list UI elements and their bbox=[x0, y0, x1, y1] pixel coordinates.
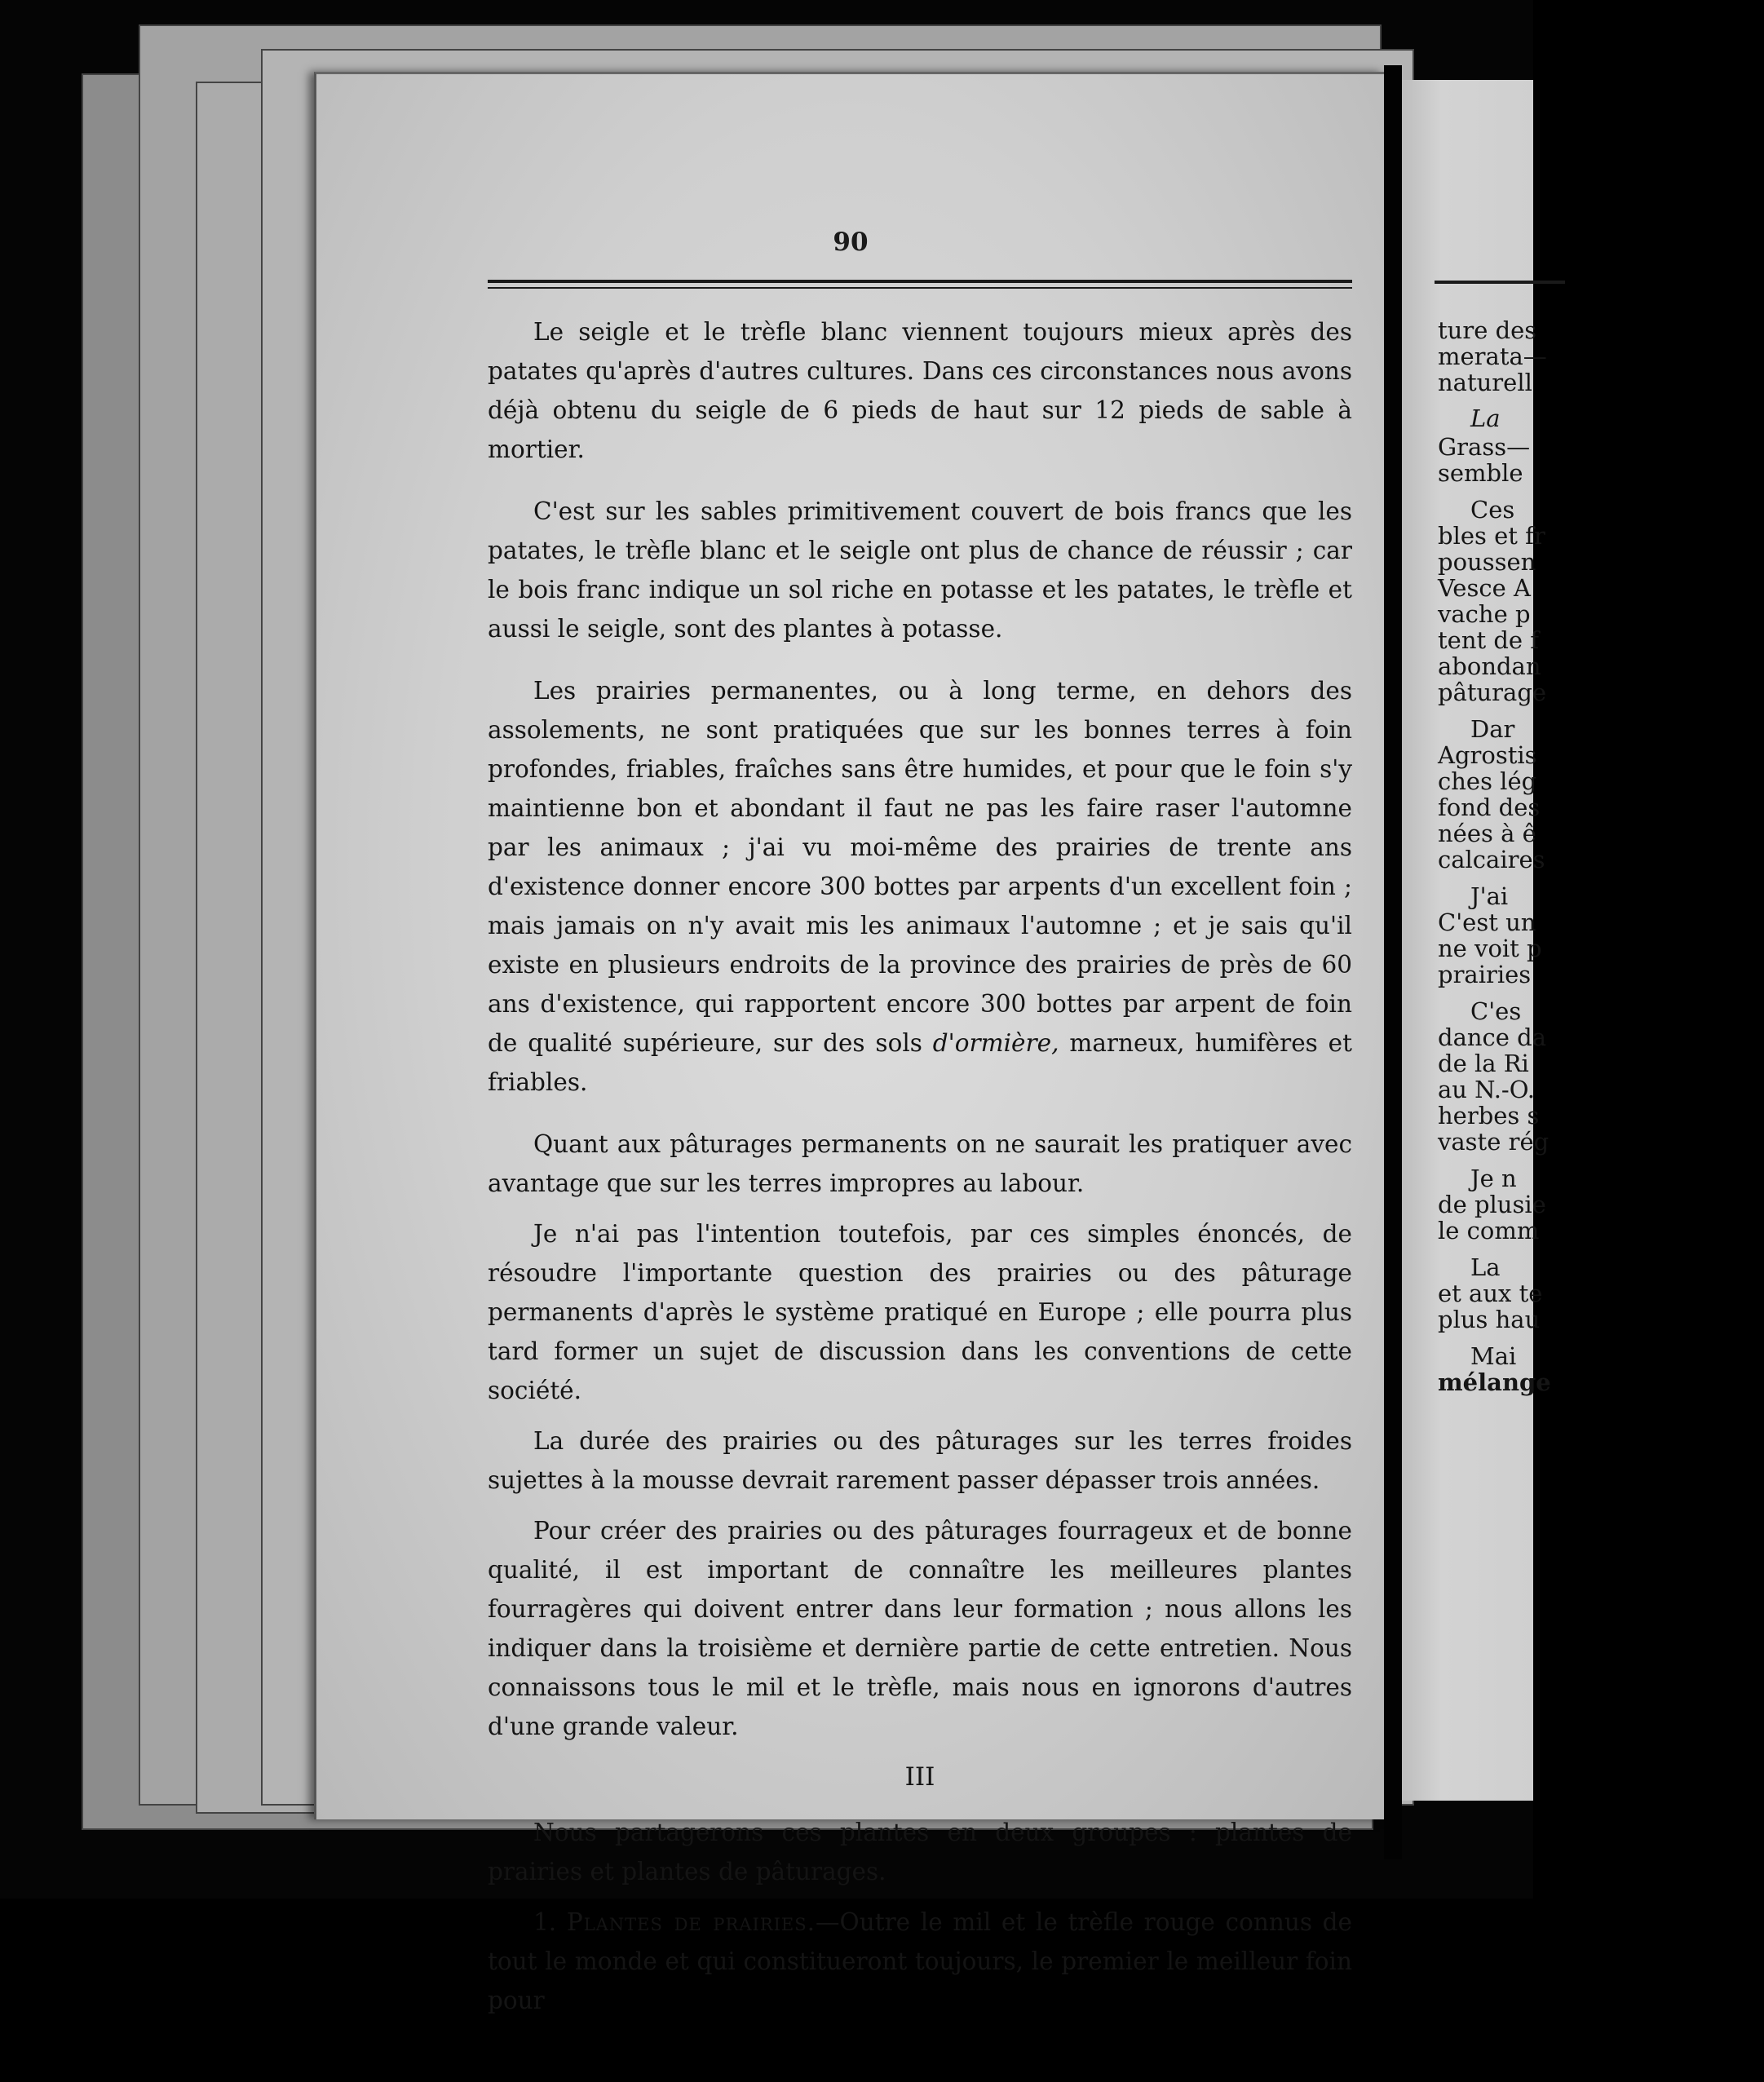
header-rule bbox=[488, 287, 1352, 289]
right-page bbox=[1402, 80, 1551, 1801]
italic-term: d'ormière, bbox=[932, 1029, 1059, 1057]
paragraph: La durée des prairies ou des pâturages sur les terres froides sujettes à la mousse devrait rarement passer dépasser trois années. bbox=[488, 1427, 1352, 1494]
right-page-line: le comm bbox=[1438, 1217, 1540, 1244]
right-page-line: semble bbox=[1438, 459, 1523, 487]
right-page-line: nées à ê bbox=[1438, 820, 1536, 847]
right-page-line: Ces bbox=[1470, 496, 1515, 524]
right-page-line: ture des bbox=[1438, 316, 1537, 344]
right-page-line: vaste rég bbox=[1438, 1128, 1550, 1156]
paragraph: Quant aux pâturages permanents on ne saurait les pratiquer avec avantage que sur les terres impropres au labour. bbox=[488, 1130, 1352, 1197]
paragraph: C'est sur les sables primitivement couvert de bois francs que les patates, le trèfle blanc et le seigle ont plus de chance de réussir ; car le bois franc indique un sol riche en potasse et les patates, le trèfle et aussi le seigle, sont des plantes à potasse. bbox=[488, 497, 1352, 643]
right-page-line: La bbox=[1470, 404, 1501, 432]
right-page-line: Mai bbox=[1470, 1342, 1517, 1370]
right-page-line: vache p bbox=[1438, 600, 1531, 628]
right-page-line: et aux te bbox=[1438, 1280, 1543, 1307]
paragraph-text: —Outre le mil et le trèfle rouge connus de tout le monde et qui constitueront toujours, le premier le meilleur foin pour bbox=[488, 1908, 1352, 2014]
right-page-line: abondan bbox=[1438, 652, 1541, 680]
right-page-line: poussen bbox=[1438, 548, 1536, 576]
right-page-line: pâturage bbox=[1438, 679, 1547, 706]
right-page-line: ches lég bbox=[1438, 767, 1537, 795]
right-page-line: de plusie bbox=[1438, 1191, 1546, 1218]
paragraph-text-bold: les chevaux, et le second la base des mélanges fourragers pour la nourri- bbox=[488, 1986, 1352, 2053]
right-page-line: ne voit p bbox=[1438, 935, 1542, 962]
right-page-line: fond des bbox=[1438, 793, 1541, 821]
paragraph: Pour créer des prairies ou des pâturages fourrageux et de bonne qualité, il est important de connaître les meilleures plantes fourragères qui doivent entrer dans leur formation ; nous allons les indiquer dans la troisième et dernière partie de cette entretien. Nous connaissons tous le mil et le trèfle, mais nous en ignorons d'autres d'une grande valeur. bbox=[488, 1517, 1352, 1740]
right-page-line: prairies bbox=[1438, 961, 1532, 988]
right-page-line: calcaires bbox=[1438, 846, 1545, 873]
right-page-line: Je n bbox=[1470, 1165, 1517, 1192]
right-page-line: Agrostis bbox=[1438, 741, 1537, 769]
right-page-line: Vesce A bbox=[1438, 574, 1531, 602]
paragraph-prairies bbox=[488, 671, 1352, 1102]
right-page-line: C'es bbox=[1470, 997, 1522, 1025]
right-page-line: tent de f bbox=[1438, 626, 1540, 654]
section-heading: III bbox=[904, 1762, 935, 1792]
right-page-line: plus hau bbox=[1438, 1306, 1541, 1333]
right-page-line: de la Ri bbox=[1438, 1050, 1529, 1077]
item-title: Plantes de prairies. bbox=[566, 1908, 816, 1936]
book-gutter bbox=[1384, 65, 1402, 1859]
paragraph: Nous partagerons ces plantes en deux groupes : plantes de prairies et plantes de pâturages. bbox=[488, 1819, 1352, 1885]
paragraph-text: marneux, humifères et friables. bbox=[488, 1029, 1352, 1096]
paragraph-text: Les prairies permanentes, ou à long terme, en dehors des assolements, ne sont pratiquées que sur les bonnes terres à foin profondes, friables, fraîches sans être humides, et pour que le foin s'y maintienne bon et abondant il faut ne pas les faire raser l'automne par les animaux ; j'ai vu moi-même des prairies de trente ans d'existence donner encore 300 bottes par arpents d'un excellent foin ; mais jamais on n'y avait mis les animaux l'automne ; et je sais qu'il existe en plusieurs endroits de la province des prairies de près de 60 ans d'existence, qui rapportent encore 300 bottes par arpent de foin de qualité supérieure, sur des sols bbox=[488, 677, 1352, 1057]
right-page-line: Grass— bbox=[1438, 433, 1531, 461]
right-page-line: dance da bbox=[1438, 1023, 1547, 1051]
paragraph-last bbox=[488, 1903, 1352, 2059]
right-page-line: merata— bbox=[1438, 343, 1547, 370]
paragraph: Je n'ai pas l'intention toutefois, par ces simples énoncés, de résoudre l'importante question des prairies ou des pâturage permanents d'après le système pratiqué en Europe ; elle pourra plus tard former un sujet de discussion dans les conventions de cette société. bbox=[488, 1220, 1352, 1404]
right-page-line: au N.-O. bbox=[1438, 1076, 1536, 1103]
right-page-line: La bbox=[1470, 1253, 1501, 1281]
right-page-line: C'est un bbox=[1438, 908, 1536, 936]
right-page-line: naturell bbox=[1438, 369, 1532, 396]
right-page-line: Dar bbox=[1470, 715, 1515, 743]
header-rule bbox=[1435, 281, 1565, 284]
right-page-line: mélange bbox=[1438, 1368, 1551, 1396]
right-page-line: J'ai bbox=[1470, 882, 1509, 910]
page-number: 90 bbox=[833, 228, 869, 257]
right-page-line: herbes s bbox=[1438, 1102, 1540, 1129]
item-number: 1. bbox=[533, 1908, 557, 1936]
header-rule bbox=[488, 280, 1352, 283]
body-text bbox=[488, 312, 1352, 2082]
right-page-line: bles et fr bbox=[1438, 522, 1545, 550]
left-page bbox=[314, 72, 1385, 2053]
paragraph: Le seigle et le trèfle blanc viennent toujours mieux après des patates qu'après d'autres cultures. Dans ces circonstances nous avons déjà obtenu du seigle de 6 pieds de haut sur 12 pieds de sable à mortier. bbox=[488, 318, 1352, 463]
